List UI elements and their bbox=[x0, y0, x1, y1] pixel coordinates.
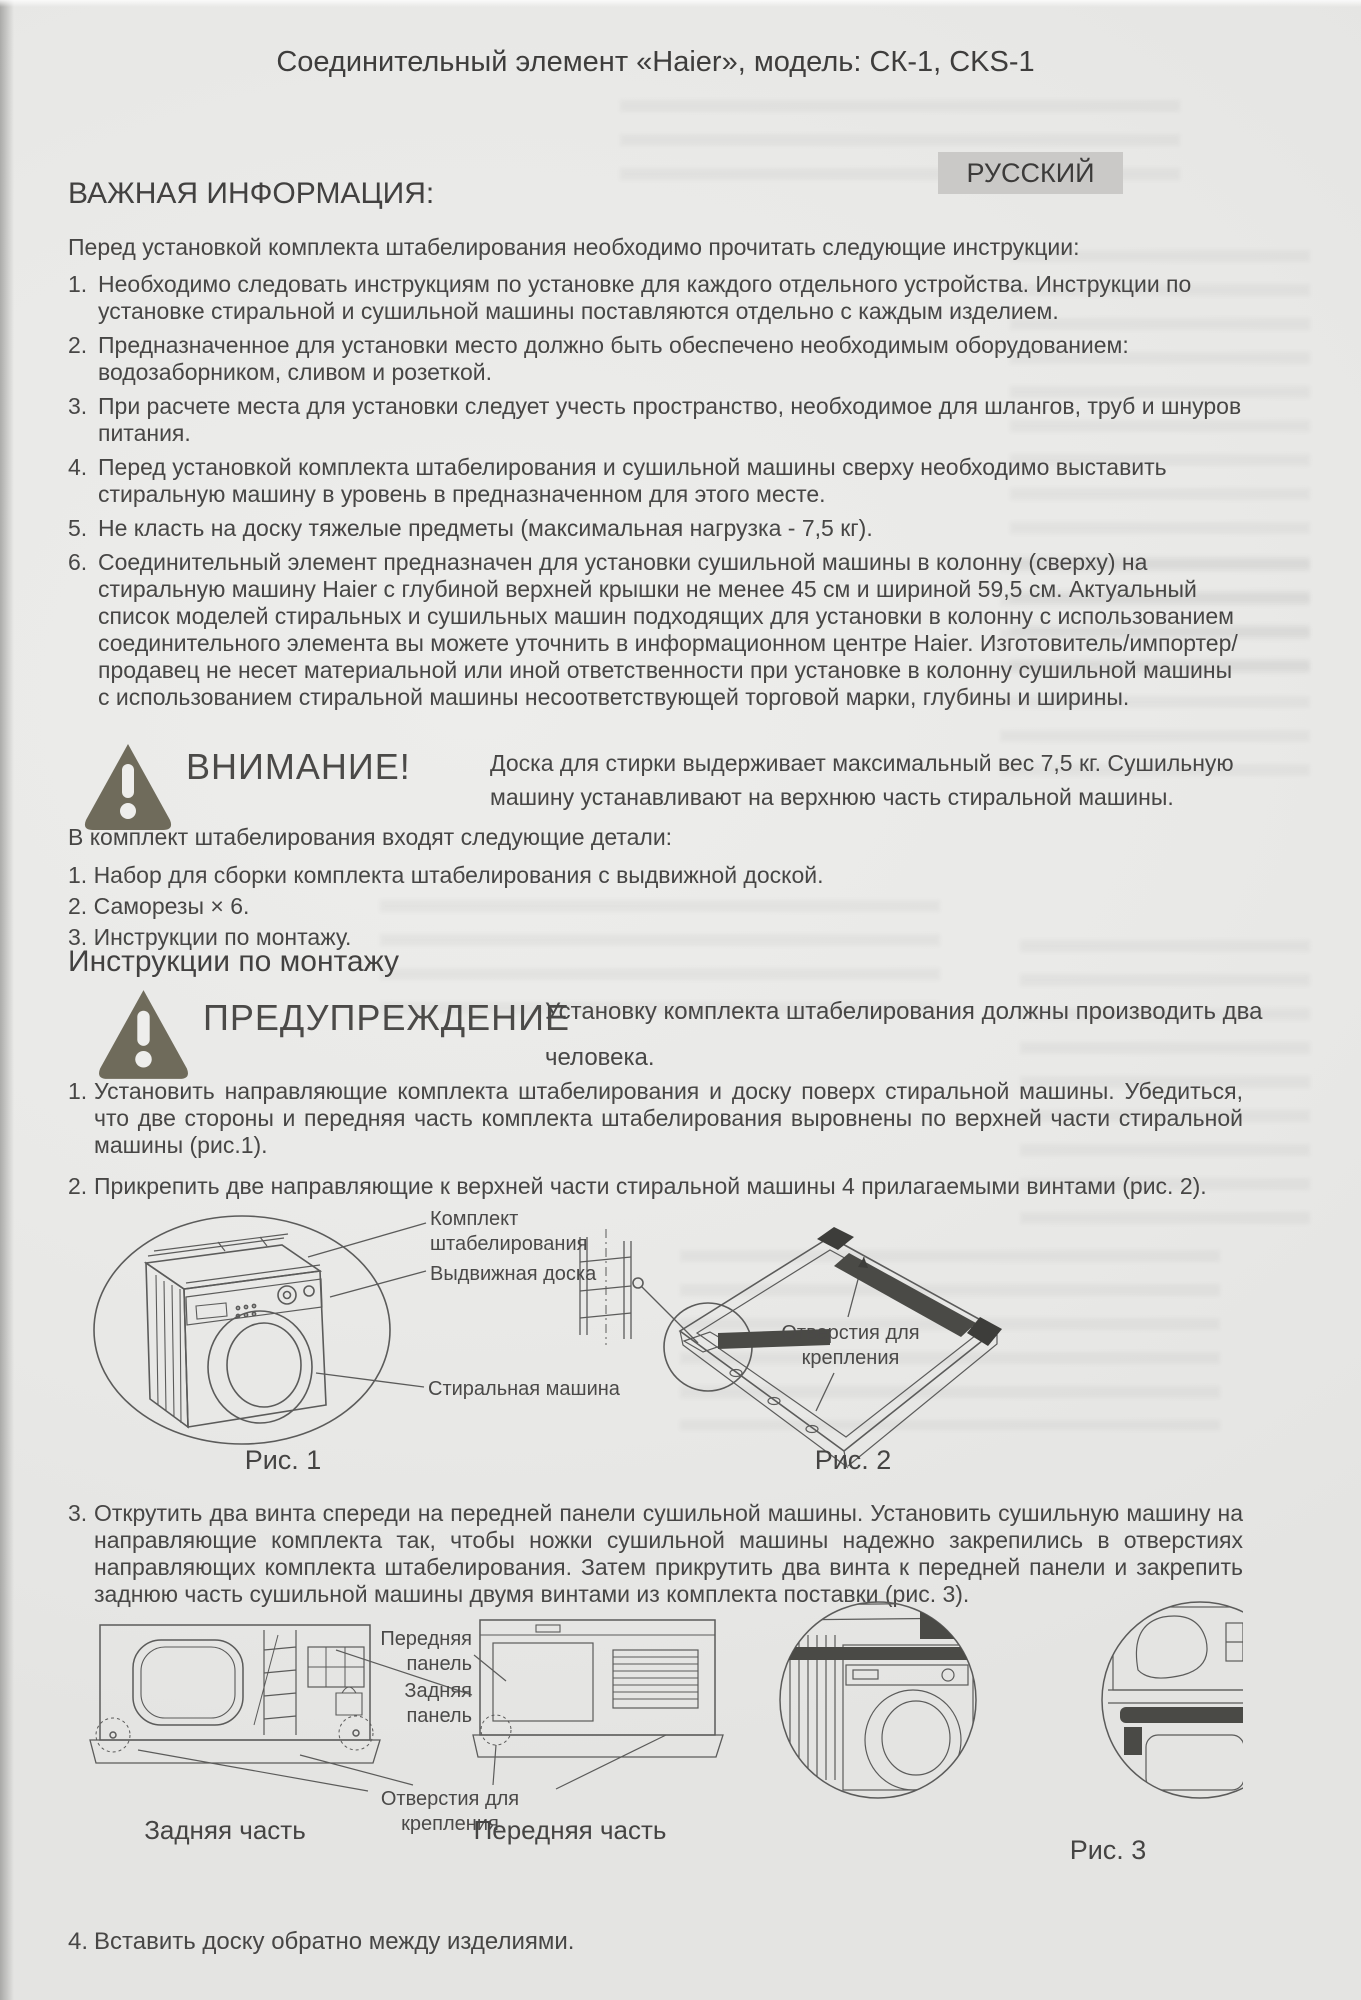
important-heading: ВАЖНАЯ ИНФОРМАЦИЯ: bbox=[68, 177, 435, 210]
page-edge-shadow bbox=[0, 0, 14, 2000]
step-number: 3. bbox=[68, 1500, 88, 1526]
item-number: 4. bbox=[68, 454, 88, 480]
important-intro: Перед установкой комплекта штабелирования необходимо прочитать следующие инструкции: bbox=[68, 234, 1080, 260]
step-number: 4. bbox=[68, 1928, 89, 1955]
list-item bbox=[68, 515, 1243, 542]
step-text: Установить направляющие комплекта штабелирования и доску поверх стиральной машины. Убедиться, что две стороны и передняя часть комплекта штабелирования выровнены по верхней части стиральной машины (рис.1). bbox=[94, 1078, 1243, 1158]
step-number: 1. bbox=[68, 1078, 88, 1104]
language-badge: РУССКИЙ bbox=[938, 152, 1123, 194]
warning-triangle-icon bbox=[82, 740, 174, 835]
list-item bbox=[68, 332, 1243, 386]
kit-contents-section bbox=[68, 824, 1243, 953]
kit-item: 2. Саморезы × 6. bbox=[68, 893, 250, 919]
warning-block bbox=[68, 985, 1263, 1085]
fig3-label-rear-panel: Задняя панель bbox=[404, 1680, 472, 1727]
item-text: При расчете места для установки следует учесть пространство, необходимое для шлангов, труб и шнуров питания. bbox=[98, 393, 1242, 446]
figure-3-group bbox=[68, 1595, 1243, 1925]
item-number: 5. bbox=[68, 515, 88, 541]
fig3-caption-front: Передняя часть bbox=[473, 1815, 667, 1845]
fig1-caption: Рис. 1 bbox=[244, 1445, 322, 1475]
mounting-step-3 bbox=[68, 1500, 1243, 1608]
document-title: Соединительный элемент «Haier», модель: СК-1, CKS-1 bbox=[276, 46, 1035, 78]
important-info-section bbox=[68, 177, 1243, 711]
warning-triangle-icon bbox=[96, 985, 191, 1085]
list-item bbox=[68, 271, 1243, 325]
mounting-step-2 bbox=[68, 1173, 1243, 1200]
item-text: Перед установкой комплекта штабелирования и сушильной машины сверху необходимо выставить стиральную машину в уровень в предназначенном для этого месте. bbox=[98, 454, 1167, 507]
mounting-step-4 bbox=[68, 1928, 1243, 1955]
item-number: 2. bbox=[68, 332, 88, 358]
fig2-label-holes: Отверстия для крепления bbox=[781, 1322, 920, 1369]
fig3-caption-rear: Задняя часть bbox=[144, 1815, 306, 1845]
warning-text: Установку комплекта штабелирования должны производить два человека. bbox=[545, 998, 1263, 1071]
item-number: 1. bbox=[68, 271, 88, 297]
fig3-label-front-panel: Передняя панель bbox=[380, 1628, 472, 1675]
list-item bbox=[68, 549, 1243, 711]
step-number: 2. bbox=[68, 1173, 88, 1199]
list-item bbox=[68, 454, 1243, 508]
mounting-section bbox=[68, 945, 1243, 979]
figures-1-2 bbox=[68, 1205, 1243, 1487]
figure-3-drawing bbox=[68, 1595, 1243, 1925]
mounting-heading: Инструкции по монтажу bbox=[68, 945, 400, 978]
kit-intro: В комплект штабелирования входят следующие детали: bbox=[68, 824, 673, 850]
attention-label: ВНИМАНИЕ! bbox=[186, 746, 411, 787]
item-text: Необходимо следовать инструкциям по установке для каждого отдельного устройства. Инструкции по установке стиральной и сушильной машины поставляются отдельно с каждым изделием. bbox=[98, 271, 1192, 324]
important-list bbox=[68, 271, 1243, 711]
fig3-caption: Рис. 3 bbox=[1069, 1835, 1147, 1865]
fig1-label-kit: Комплект штабелирования bbox=[430, 1208, 588, 1255]
step-text: Открутить два винта спереди на передней панели сушильной машины. Установить сушильную машину на направляющие комплекта так, чтобы ножки сушильной машины надежно закрепились в отверстиях направляющих комплекта штабелирования. Затем прикрутить два винта к передней панели и закрепить заднюю часть сушильной машины двумя винтами из комплекта поставки (рис. 3). bbox=[94, 1500, 1243, 1607]
fig1-label-washer: Стиральная машина bbox=[428, 1378, 620, 1400]
item-number: 3. bbox=[68, 393, 88, 419]
attention-text: Доска для стирки выдерживает максимальный вес 7,5 кг. Сушильную машину устанавливают на верхнюю часть стиральной машины. bbox=[490, 750, 1234, 810]
fig2-caption: Рис. 2 bbox=[814, 1445, 892, 1475]
item-text: Соединительный элемент предназначен для установки сушильной машины в колонну (сверху) на стиральную машину Haier с глубиной верхней крышки не менее 45 см и шириной 59,5 см. Актуальный список моделей стиральных и сушильных машин подходящих для установки в колонну с использованием соединительного элемента вы можете уточнить в информационном центре Haier. Изготовитель/импортер/продавец не несет материальной или иной ответственности при установке в колонну сушильной машины с использованием стиральной машины несоответствующей торговой марки, глубины и ширины. bbox=[98, 549, 1238, 710]
warning-label: ПРЕДУПРЕЖДЕНИЕ bbox=[203, 997, 570, 1038]
fig1-label-board: Выдвижная доска bbox=[430, 1263, 597, 1285]
step-text: Прикрепить две направляющие к верхней части стиральной машины 4 прилагаемыми винтами (рис. 2). bbox=[94, 1173, 1207, 1199]
fig3-label-holes: Отверстия для крепления bbox=[380, 1788, 520, 1835]
kit-item: 3. Инструкции по монтажу. bbox=[68, 924, 352, 950]
page-content bbox=[68, 0, 1263, 2000]
item-text: Предназначенное для установки место должно быть обеспечено необходимым оборудованием: водозаборником, сливом и розеткой. bbox=[98, 332, 1129, 385]
list-item bbox=[68, 393, 1243, 447]
mounting-step-1 bbox=[68, 1078, 1243, 1159]
item-text: Не класть на доску тяжелые предметы (максимальная нагрузка - 7,5 кг). bbox=[98, 515, 873, 541]
step-text: Вставить доску обратно между изделиями. bbox=[94, 1928, 575, 1955]
kit-item: 1. Набор для сборки комплекта штабелирования с выдвижной доской. bbox=[68, 862, 824, 888]
item-number: 6. bbox=[68, 549, 88, 575]
